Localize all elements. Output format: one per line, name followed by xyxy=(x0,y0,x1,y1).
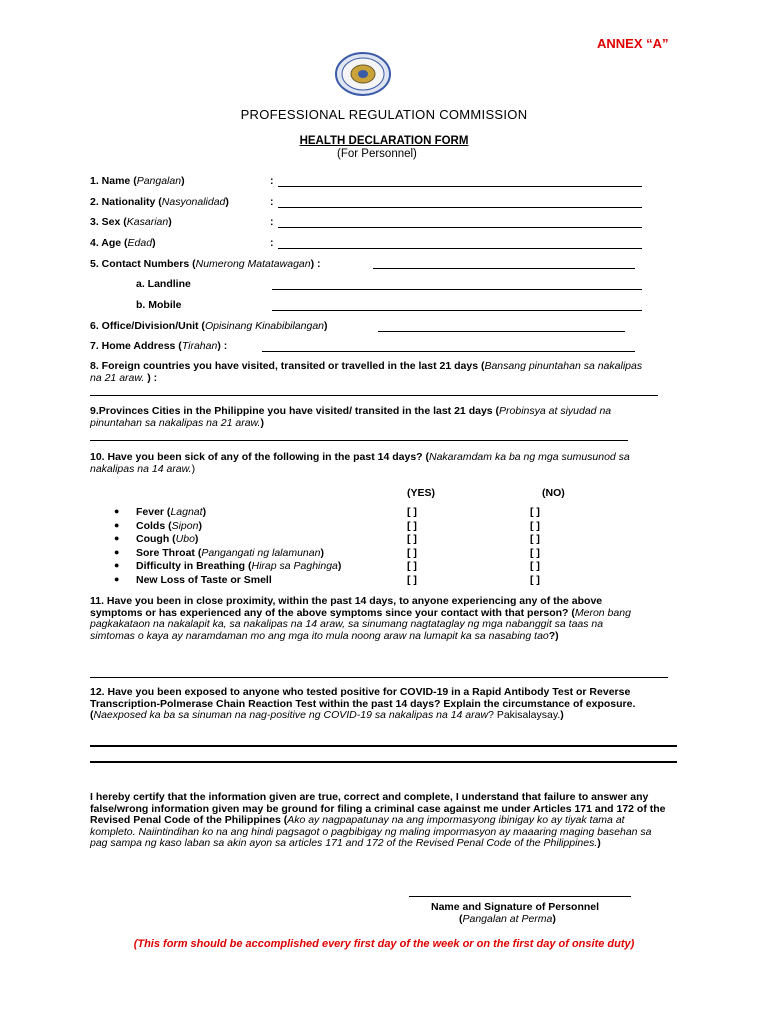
question-8: 8. Foreign countries you have visited, transited or travelled in the last 21 days (Bansang pinuntahan sa nakalipas na 21 araw. ) : xyxy=(90,360,643,384)
mobile-field[interactable] xyxy=(272,310,642,311)
no-checkbox[interactable]: [ ] xyxy=(530,573,540,586)
prc-seal-logo xyxy=(334,52,392,96)
name-colon: : xyxy=(270,175,274,187)
bullet-icon: ● xyxy=(114,519,120,530)
sex-field[interactable] xyxy=(278,227,642,228)
no-column-label: (NO) xyxy=(542,487,565,499)
sex-label: 3. Sex (Kasarian) xyxy=(90,216,172,228)
no-checkbox[interactable]: [ ] xyxy=(530,546,540,559)
landline-label: a. Landline xyxy=(136,278,191,290)
office-field[interactable] xyxy=(378,331,625,332)
sex-colon: : xyxy=(270,216,274,228)
no-checkbox[interactable]: [ ] xyxy=(530,519,540,532)
nationality-colon: : xyxy=(270,196,274,208)
bullet-icon: ● xyxy=(114,560,120,570)
bullet-icon: ● xyxy=(114,573,120,584)
form-title: HEALTH DECLARATION FORM xyxy=(299,135,469,147)
form-subtitle: (For Personnel) xyxy=(337,148,417,160)
address-label: 7. Home Address (Tirahan) : xyxy=(90,340,228,352)
bullet-icon: ● xyxy=(114,546,120,557)
contact-field[interactable] xyxy=(373,268,635,269)
yes-checkbox[interactable]: [ ] xyxy=(407,546,417,559)
no-checkbox[interactable]: [ ] xyxy=(530,506,540,518)
certification-statement: I hereby certify that the information given are true, correct and complete, I understand that failure to answer any false/wrong information given may be ground for filing a criminal case against me under Articles 171 and 172 of the Revised Penal Code of the Philippines (Ako ay nagpapatunay na ang impormasyong ibinigay ko ay tiyak tama at kompleto. Naiintindihan ko na ang hindi pagsagot o pagbibigay ng maling impormasyon ay maaaring maging basehan sa pag sampa ng kaso laban sa akin ayon sa articles 171 and 172 of the Revised Penal Code of the Philippines.) xyxy=(90,791,666,849)
no-checkbox[interactable]: [ ] xyxy=(530,533,540,545)
symptom-label: Sore Throat (Pangangati ng lalamunan) xyxy=(136,546,324,559)
contact-label: 5. Contact Numbers (Numerong Matatawagan) : xyxy=(90,258,321,270)
mobile-label: b. Mobile xyxy=(136,299,182,311)
question-9-answer[interactable] xyxy=(90,440,628,441)
age-field[interactable] xyxy=(278,248,642,249)
commission-name: PROFESSIONAL REGULATION COMMISSION xyxy=(240,107,528,122)
symptom-label: Fever (Lagnat) xyxy=(136,506,207,518)
question-12-answer-line-2[interactable] xyxy=(90,761,677,763)
question-11: 11. Have you been in close proximity, within the past 14 days, to anyone experiencing any of the above symptoms or has experienced any of the above symptoms since your contact with that person? (Meron bang pagkakataon na nakalapit ka, sa nakalipas na 14 araw, sa sinumang nagtataglay ng mga nabanggit sa taas na simtomas o kaya ay naramdaman mo ang mga ito mula noong araw na lumapit ka sa nasabing tao?) xyxy=(90,595,631,642)
address-field[interactable] xyxy=(262,351,635,352)
question-9: 9.Provinces Cities in the Philippine you have visited/ transited in the last 21 days (Probinsya at siyudad na pinuntahan sa nakalipas na 21 araw.) xyxy=(90,405,612,429)
bullet-icon: ● xyxy=(114,533,120,543)
question-8-answer[interactable] xyxy=(90,395,658,396)
symptom-label: Cough (Ubo) xyxy=(136,533,199,545)
symptom-label: Colds (Sipon) xyxy=(136,519,202,532)
no-checkbox[interactable]: [ ] xyxy=(530,560,540,572)
nationality-field[interactable] xyxy=(278,207,642,208)
question-12: 12. Have you been exposed to anyone who tested positive for COVID-19 in a Rapid Antibody Test or Reverse Transcription-Polmerase Chain Reaction Test within the past 14 days? Explain the circumstance of exposure. (Naexposed ka ba sa sinuman na nag-positive ng COVID-19 sa nakalipas na 14 araw? Pakisalaysay.) xyxy=(90,686,636,721)
bullet-icon: ● xyxy=(114,506,120,516)
yes-checkbox[interactable]: [ ] xyxy=(407,560,417,572)
annex-label: ANNEX “A” xyxy=(597,36,669,51)
office-label: 6. Office/Division/Unit (Opisinang Kinabibilangan) xyxy=(90,320,328,332)
signature-label: Name and Signature of Personnel xyxy=(431,901,600,913)
nationality-label: 2. Nationality (Nasyonalidad) xyxy=(90,196,229,208)
question-10: 10. Have you been sick of any of the following in the past 14 days? (Nakaramdam ka ba ng mga sumusunod sa nakalipas na 14 araw.) xyxy=(90,451,630,475)
name-field[interactable] xyxy=(278,186,642,187)
signature-field[interactable] xyxy=(409,896,631,897)
age-label: 4. Age (Edad) xyxy=(90,237,156,249)
instruction-note: (This form should be accomplished every first day of the week or on the first day of onsite duty) xyxy=(133,938,635,950)
yes-checkbox[interactable]: [ ] xyxy=(407,506,417,518)
yes-checkbox[interactable]: [ ] xyxy=(407,519,417,532)
yes-checkbox[interactable]: [ ] xyxy=(407,573,417,586)
question-11-answer[interactable] xyxy=(90,677,668,678)
symptom-label: New Loss of Taste or Smell xyxy=(136,573,272,586)
name-label: 1. Name (Pangalan) xyxy=(90,175,185,187)
age-colon: : xyxy=(270,237,274,249)
question-12-answer-line-1[interactable] xyxy=(90,745,677,747)
symptom-label: Difficulty in Breathing (Hirap sa Paghinga) xyxy=(136,560,342,572)
yes-column-label: (YES) xyxy=(407,487,436,499)
signature-label-tagalog: (Pangalan at Perma) xyxy=(459,913,556,925)
landline-field[interactable] xyxy=(272,289,642,290)
yes-checkbox[interactable]: [ ] xyxy=(407,533,417,545)
